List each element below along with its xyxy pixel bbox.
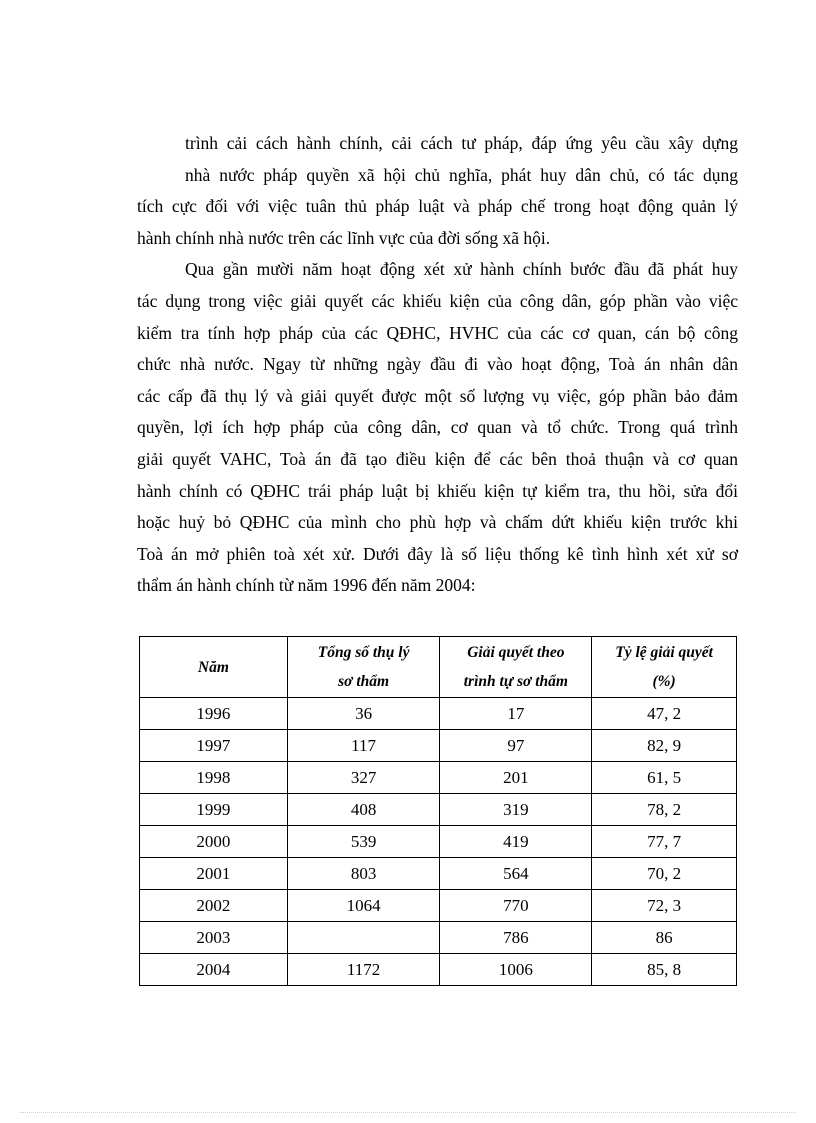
text-line: hành chính có QĐHC trái pháp luật bị khiếu kiện tự kiểm tra, thu hồi, sửa đổi [137,480,738,501]
cell-resolved: 786 [440,922,592,954]
cell-rate: 72, 3 [592,890,737,922]
text-line: thẩm án hành chính từ năm 1996 đến năm 2004: [137,575,476,596]
cell-rate: 61, 5 [592,762,737,794]
table-row [140,826,737,858]
cell-year: 2001 [140,858,288,890]
text-line: Qua gần mười năm hoạt động xét xử hành chính bước đầu đã phát huy [185,259,738,280]
cell-total: 1172 [287,954,440,986]
cell-year: 2000 [140,826,288,858]
cell-resolved: 770 [440,890,592,922]
paragraph-2 [137,254,738,602]
cell-year: 2004 [140,954,288,986]
cell-year: 1996 [140,698,288,730]
text-line: chức nhà nước. Ngay từ những ngày đầu đi vào hoạt động, Toà án nhân dân [137,354,738,375]
table-row [140,954,737,986]
cell-total: 408 [287,794,440,826]
cell-resolved: 419 [440,826,592,858]
cell-total: 327 [287,762,440,794]
table-row [140,922,737,954]
cell-year: 2002 [140,890,288,922]
cell-total [287,922,440,954]
cell-year: 1999 [140,794,288,826]
paragraph-1 [137,128,738,254]
body-text [137,128,738,602]
text-line: kiểm tra tính hợp pháp của các QĐHC, HVHC của các cơ quan, cán bộ công [137,322,738,343]
cell-rate: 78, 2 [592,794,737,826]
cell-resolved: 97 [440,730,592,762]
cell-year: 2003 [140,922,288,954]
text-line: hoặc huỷ bỏ QĐHC của mình cho phù hợp và chấm dứt khiếu kiện trước khi [137,512,738,533]
table-row [140,794,737,826]
header-total: Tổng số thụ lý sơ thẩm [287,637,440,698]
text-line: giải quyết VAHC, Toà án đã tạo điều kiện để các bên thoả thuận và cơ quan [137,448,738,469]
cell-rate: 70, 2 [592,858,737,890]
text-line: tác dụng trong việc giải quyết các khiếu kiện của công dân, góp phần vào việc [137,290,738,311]
cell-rate: 77, 7 [592,826,737,858]
cell-resolved: 17 [440,698,592,730]
cell-resolved: 319 [440,794,592,826]
statistics-table [139,636,737,986]
cell-resolved: 201 [440,762,592,794]
table-row [140,890,737,922]
text-line: quyền, lợi ích hợp pháp của công dân, cơ quan và tổ chức. Trong quá trình [137,417,738,438]
cell-year: 1998 [140,762,288,794]
cell-total: 539 [287,826,440,858]
cell-total: 36 [287,698,440,730]
cell-year: 1997 [140,730,288,762]
text-line: hành chính nhà nước trên các lĩnh vực của đời sống xã hội. [137,227,551,248]
cell-resolved: 564 [440,858,592,890]
table-row [140,698,737,730]
text-line: tích cực đối với việc tuân thủ pháp luật và pháp chế trong hoạt động quản lý [137,196,738,217]
text-line: nhà nước pháp quyền xã hội chủ nghĩa, phát huy dân chủ, có tác dụng [185,164,738,185]
table-row [140,858,737,890]
header-year: Năm [140,637,288,698]
table-header-row [140,637,737,698]
cell-rate: 82, 9 [592,730,737,762]
text-line: các cấp đã thụ lý và giải quyết được một số lượng vụ việc, góp phần bảo đảm [137,385,738,406]
cell-total: 1064 [287,890,440,922]
table-row [140,762,737,794]
cell-rate: 85, 8 [592,954,737,986]
table-row [140,730,737,762]
text-line: trình cải cách hành chính, cải cách tư pháp, đáp ứng yêu cầu xây dựng [185,133,738,153]
cell-resolved: 1006 [440,954,592,986]
cell-total: 803 [287,858,440,890]
cell-rate: 47, 2 [592,698,737,730]
text-line: Toà án mở phiên toà xét xử. Dưới đây là số liệu thống kê tình hình xét xử sơ [137,543,738,564]
page-bottom-rule [20,1112,796,1113]
cell-total: 117 [287,730,440,762]
cell-rate: 86 [592,922,737,954]
header-rate: Tỷ lệ giải quyết (%) [592,637,737,698]
header-resolved: Giải quyết theo trình tự sơ thẩm [440,637,592,698]
